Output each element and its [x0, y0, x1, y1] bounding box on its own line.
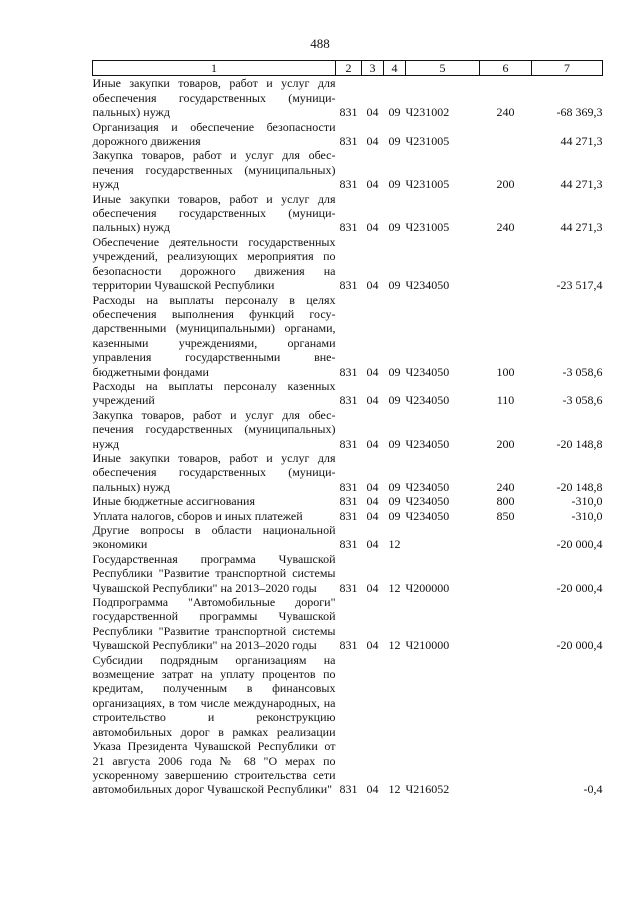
row-description: Обеспечение деятельности государственных учреждений, реализующих мероприятия по безопасности дорожного движения на территории Чувашской Республики: [92, 234, 336, 293]
subsection-code: 09: [388, 177, 401, 192]
admin-code: 831: [339, 436, 358, 451]
subsection-code: 09: [388, 436, 401, 451]
subsection-code: 09: [388, 494, 401, 509]
section-code: 04: [366, 479, 379, 494]
column-header: 7: [532, 61, 603, 76]
row-description: Субсидии подрядным организациям на возмещение затрат на уплату процентов по кредитам, полученным в финансовых организациях, в том числе международных, на строительство и реконструкцию автомобильных дорог в рамках реализации Указа Президента Чувашской Республики от 21 августа 2006 года № 68 "О мерах по ускоренному завершению строительства сети автомобильных дорог Чувашской Республики": [92, 652, 336, 797]
table-row: [93, 293, 603, 379]
admin-code: 831: [339, 782, 358, 797]
expense-type-code: [480, 552, 532, 595]
subsection-code: 09: [388, 220, 401, 235]
expense-type-code: 100: [496, 364, 515, 379]
target-article-code: Ч234050: [405, 393, 450, 408]
target-article-code: Ч231005: [405, 220, 450, 235]
target-article-code: Ч234050: [405, 278, 450, 293]
row-description: Расходы на выплаты персоналу казенных учреждений: [92, 378, 336, 408]
admin-code: 831: [339, 537, 358, 552]
expense-type-code: [480, 235, 532, 293]
subsection-code: 09: [388, 508, 401, 523]
amount: 44 271,3: [560, 220, 603, 235]
amount: -20 148,8: [556, 436, 603, 451]
section-code: 04: [366, 580, 379, 595]
target-article-code: Ч210000: [405, 638, 450, 653]
expense-type-code: 200: [496, 177, 515, 192]
expense-type-code: 240: [496, 220, 515, 235]
row-description: Иные бюджетные ассигнования: [92, 494, 255, 509]
subsection-code: 12: [388, 782, 401, 797]
amount: -3 058,6: [562, 393, 603, 408]
row-description: Подпрограмма "Автомобильные дороги" государственной программы Чувашской Республики "Развитие транспортной системы Чувашской Республики" на 2013–2020 годы: [92, 595, 336, 653]
amount: -23 517,4: [556, 278, 603, 293]
section-code: 04: [366, 177, 379, 192]
expense-type-code: 240: [496, 479, 515, 494]
expense-type-code: [480, 523, 532, 552]
table-row: [93, 408, 603, 451]
table-row: [93, 451, 603, 494]
subsection-code: 09: [388, 134, 401, 149]
table-row: [93, 509, 603, 523]
admin-code: 831: [339, 508, 358, 523]
section-code: 04: [366, 220, 379, 235]
table-row: [93, 494, 603, 508]
amount: 44 271,3: [560, 134, 603, 149]
target-article-code: [406, 523, 480, 552]
table-row: [93, 148, 603, 191]
row-description: Иные закупки товаров, работ и услуг для обеспечения государственных (муниципальных) нужд: [92, 76, 336, 120]
amount: -310,0: [571, 508, 603, 523]
target-article-code: Ч231005: [405, 177, 450, 192]
amount: -0,4: [583, 782, 603, 797]
amount: -20 000,4: [556, 580, 603, 595]
row-description: Государственная программа Чувашской Республики "Развитие транспортной системы Чувашской Республики" на 2013–2020 годы: [92, 551, 336, 595]
table-row: [93, 120, 603, 149]
section-code: 04: [366, 134, 379, 149]
section-code: 04: [366, 537, 379, 552]
table-row: [93, 653, 603, 797]
admin-code: 831: [339, 580, 358, 595]
amount: -310,0: [571, 494, 603, 509]
expense-type-code: [480, 595, 532, 653]
target-article-code: Ч234050: [405, 508, 450, 523]
amount: -20 148,8: [556, 479, 603, 494]
row-description: Уплата налогов, сборов и иных платежей: [92, 508, 303, 523]
admin-code: 831: [339, 479, 358, 494]
subsection-code: 09: [388, 278, 401, 293]
section-code: 04: [366, 494, 379, 509]
amount: -68 369,3: [556, 105, 603, 120]
table-row: [93, 523, 603, 552]
target-article-code: Ч234050: [405, 436, 450, 451]
column-header: 4: [384, 61, 406, 76]
section-code: 04: [366, 105, 379, 120]
amount: 44 271,3: [560, 177, 603, 192]
target-article-code: Ч200000: [405, 580, 450, 595]
subsection-code: 09: [388, 105, 401, 120]
column-header: 5: [406, 61, 480, 76]
subsection-code: 09: [388, 393, 401, 408]
admin-code: 831: [339, 278, 358, 293]
expense-type-code: [480, 653, 532, 797]
expense-type-code: 850: [496, 508, 515, 523]
subsection-code: 12: [388, 580, 401, 595]
page-number: 488: [310, 36, 330, 51]
section-code: 04: [366, 436, 379, 451]
target-article-code: Ч234050: [405, 494, 450, 509]
column-header: 3: [362, 61, 384, 76]
row-description: Организация и обеспечение безопасности дорожного движения: [92, 119, 336, 149]
row-description: Иные закупки товаров, работ и услуг для обеспечения государственных (муниципальных) нужд: [92, 191, 336, 235]
section-code: 04: [366, 782, 379, 797]
target-article-code: Ч234050: [405, 364, 450, 379]
row-description: Иные закупки товаров, работ и услуг для обеспечения государственных (муниципальных) нужд: [92, 450, 336, 494]
table-row: [93, 76, 603, 120]
section-code: 04: [366, 638, 379, 653]
table-row: [93, 379, 603, 408]
section-code: 04: [366, 393, 379, 408]
column-header: 1: [93, 61, 336, 76]
table-row: [93, 235, 603, 293]
section-code: 04: [366, 508, 379, 523]
amount: -20 000,4: [556, 638, 603, 653]
admin-code: 831: [339, 134, 358, 149]
column-header: 6: [480, 61, 532, 76]
subsection-code: 12: [388, 638, 401, 653]
table-row: [93, 192, 603, 235]
admin-code: 831: [339, 393, 358, 408]
subsection-code: 12: [388, 537, 401, 552]
column-header: 2: [336, 61, 362, 76]
table-row: [93, 552, 603, 595]
amount: -20 000,4: [556, 537, 603, 552]
admin-code: 831: [339, 364, 358, 379]
admin-code: 831: [339, 638, 358, 653]
subsection-code: 09: [388, 479, 401, 494]
admin-code: 831: [339, 177, 358, 192]
table-row: [93, 595, 603, 653]
section-code: 04: [366, 364, 379, 379]
subsection-code: 09: [388, 364, 401, 379]
expense-type-code: 110: [496, 393, 515, 408]
row-description: Другие вопросы в области национальной экономики: [92, 523, 336, 552]
expense-type-code: [480, 120, 532, 149]
target-article-code: Ч234050: [405, 479, 450, 494]
expense-type-code: 240: [496, 105, 515, 120]
section-code: 04: [366, 278, 379, 293]
admin-code: 831: [339, 105, 358, 120]
row-description: Закупка товаров, работ и услуг для обеспечения государственных (муниципальных) нужд: [92, 407, 336, 451]
expense-type-code: 200: [496, 436, 515, 451]
admin-code: 831: [339, 220, 358, 235]
table-header-row: [93, 61, 603, 76]
budget-table: [92, 60, 603, 797]
amount: -3 058,6: [562, 364, 603, 379]
row-description: Закупка товаров, работ и услуг для обеспечения государственных (муниципальных) нужд: [92, 148, 336, 192]
target-article-code: Ч231005: [405, 134, 450, 149]
expense-type-code: 800: [496, 494, 515, 509]
admin-code: 831: [339, 494, 358, 509]
target-article-code: Ч216052: [405, 782, 450, 797]
target-article-code: Ч231002: [405, 105, 450, 120]
row-description: Расходы на выплаты персоналу в целях обеспечения выполнения функций государственными (муниципальными) органами, казенными учреждениями, органами управления государственными внебюджетными фондами: [92, 292, 336, 379]
